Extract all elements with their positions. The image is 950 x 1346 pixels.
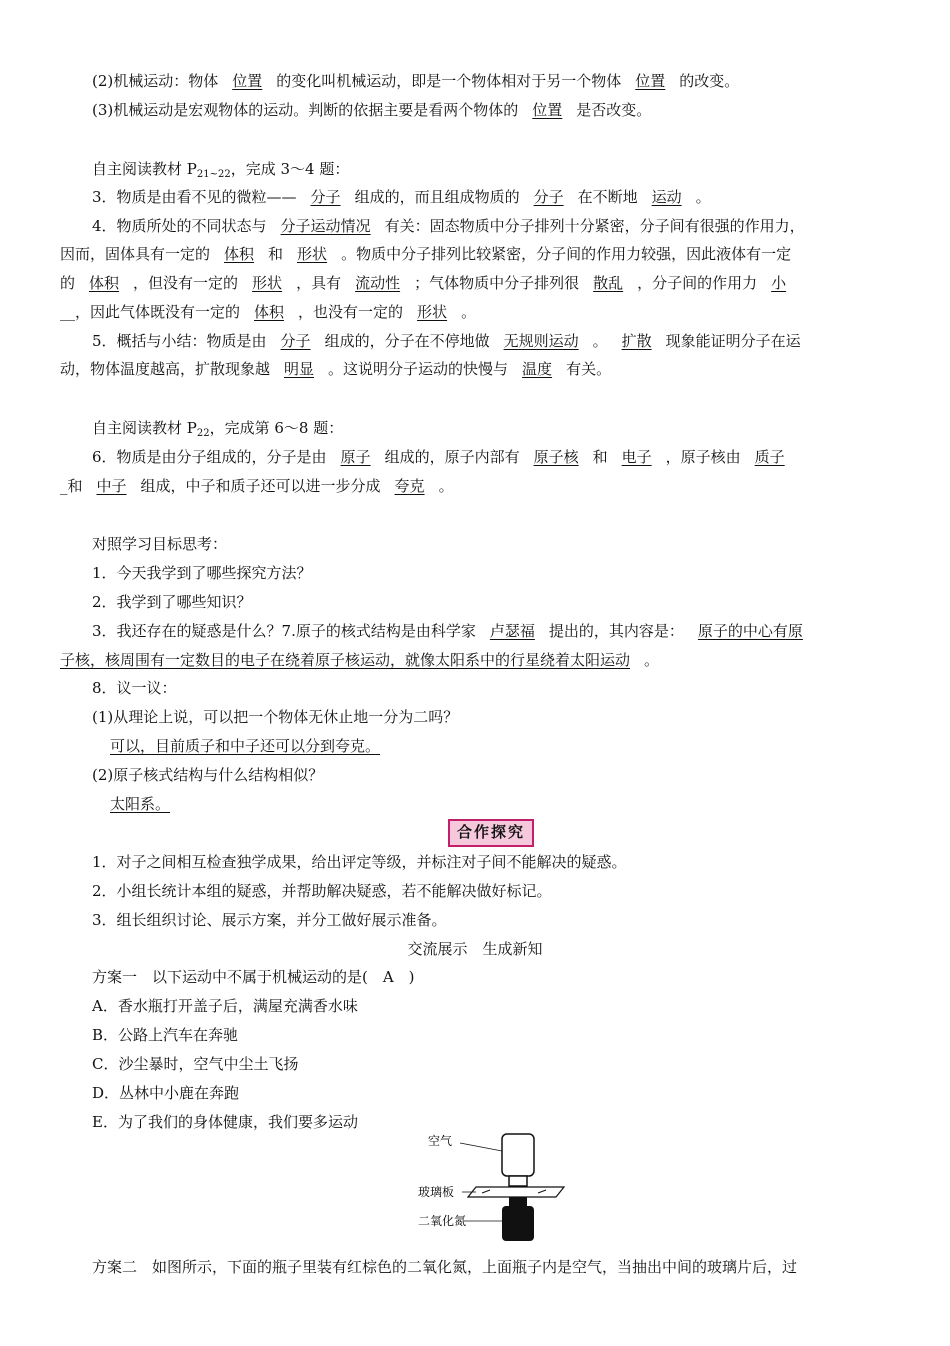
air-label: 空气 — [428, 1134, 453, 1148]
plan-1-option-d: D．丛林中小鹿在奔跑 — [92, 1084, 240, 1102]
question-4-line4: __，因此气体既没有一定的 体积 ，也没有一定的 形状 。 — [60, 303, 477, 321]
no2-label: 二氧化氮 — [418, 1214, 467, 1228]
no2-bottle — [502, 1206, 534, 1241]
discussion-answer-2: 太阳系。 — [110, 795, 171, 813]
plan-2-text: 方案二 如图所示，下面的瓶子里装有红棕色的二氧化氮，上面瓶子内是空气，当抽出中间的玻璃片后，过 — [92, 1258, 798, 1276]
coop-item-2: 2．小组长统计本组的疑惑，并帮助解决疑惑，若不能解决做好标记。 — [92, 882, 552, 900]
discussion-question-1: (1)从理论上说，可以把一个物体无休止地一分为二吗？ — [92, 708, 459, 726]
reading-instruction-1: 自主阅读教材 $P_{21\sim 22}$，完成 3～4 题： — [92, 160, 350, 180]
coop-item-3: 3．组长组织讨论、展示方案，并分工做好展示准备。 — [92, 911, 447, 929]
question-6-line1: 6．物质是由分子组成的，分子是由 原子 组成的，原子内部有 原子核 和 电子 ，原子核由 质子 — [92, 448, 785, 466]
question-6-line2: _和 中子 组成，中子和质子还可以进一步分成 夸克 。 — [60, 477, 454, 495]
air-bottle-neck — [509, 1176, 527, 1186]
discussion-question-2: (2)原子核式结构与什么结构相似？ — [92, 766, 324, 784]
plan-1-option-e: E．为了我们的身体健康，我们要多运动 — [92, 1113, 358, 1131]
exchange-title: 交流展示 生成新知 — [407, 940, 543, 958]
coop-item-1: 1．对子之间相互检查独学成果，给出评定等级，并标注对子间不能解决的疑惑。 — [92, 853, 627, 871]
no2-bottle-neck — [509, 1197, 527, 1206]
air-bottle — [502, 1134, 534, 1176]
plan-1-option-c: C．沙尘暴时，空气中尘土飞扬 — [92, 1055, 299, 1073]
question-4-line2: 因而，固体具有一定的 体积 和 形状 。物质中分子排列比较紧密，分子间的作用力较强，因此液体有一定 — [60, 245, 792, 263]
question-4-line3: 的 体积 ，但没有一定的 形状 ，具有 流动性 ；气体物质中分子排列很 散乱 ，分子间的作用力 小 — [60, 274, 787, 292]
discussion-answer-1: 可以，目前质子和中子还可以分到夸克。 — [110, 737, 381, 755]
think-item-1: 1．今天我学到了哪些探究方法？ — [92, 564, 312, 582]
plan-1-question: 方案一 以下运动中不属于机械运动的是( A ) — [92, 968, 415, 986]
think-title: 对照学习目标思考： — [92, 535, 228, 553]
line-mechanical-motion-def: (2)机械运动：物体 位置 的变化叫机械运动，即是一个物体相对于另一个物体 位置 的改变。 — [92, 72, 740, 90]
question-3: 3．物质是由看不见的微粒—— 分子 组成的，而且组成物质的 分子 在不断地 运动 。 — [92, 188, 711, 206]
glass-plate — [468, 1187, 564, 1197]
line-mechanical-motion-criterion: (3)机械运动是宏观物体的运动。判断的依据主要是看两个物体的 位置 是否改变。 — [92, 101, 652, 119]
question-7-line1: 3．我还存在的疑惑是什么？7.原子的核式结构是由科学家 卢瑟福 提出的，其内容是： 原子的中心有原 — [92, 622, 803, 640]
question-5-line2: 动，物体温度越高，扩散现象越 明显 。这说明分子运动的快慢与 温度 有关。 — [60, 360, 612, 378]
question-7-line2: 子核，核周围有一定数目的电子在绕着原子核运动，就像太阳系中的行星绕着太阳运动 。 — [60, 651, 660, 669]
question-5-line1: 5．概括与小结：物质是由 分子 组成的，分子在不停地做 无规则运动 。 扩散 现象能证明分子在运 — [92, 332, 801, 350]
plan-1-option-b: B．公路上汽车在奔驰 — [92, 1026, 239, 1044]
question-4-line1: 4．物质所处的不同状态与 分子运动情况 有关：固态物质中分子排列十分紧密，分子间有很强的作用力， — [92, 217, 805, 235]
cooperative-inquiry-badge: 合作探究 — [448, 819, 534, 847]
glass-plate-label: 玻璃板 — [418, 1185, 455, 1199]
bottles-diagram — [418, 1131, 578, 1243]
discussion-title: 8．议一议： — [92, 679, 177, 697]
plan-1-option-a: A．香水瓶打开盖子后，满屋充满香水味 — [92, 997, 358, 1015]
reading-instruction-2: 自主阅读教材 $P_{22}$，完成第 6～8 题： — [92, 419, 344, 439]
think-item-2: 2．我学到了哪些知识？ — [92, 593, 252, 611]
